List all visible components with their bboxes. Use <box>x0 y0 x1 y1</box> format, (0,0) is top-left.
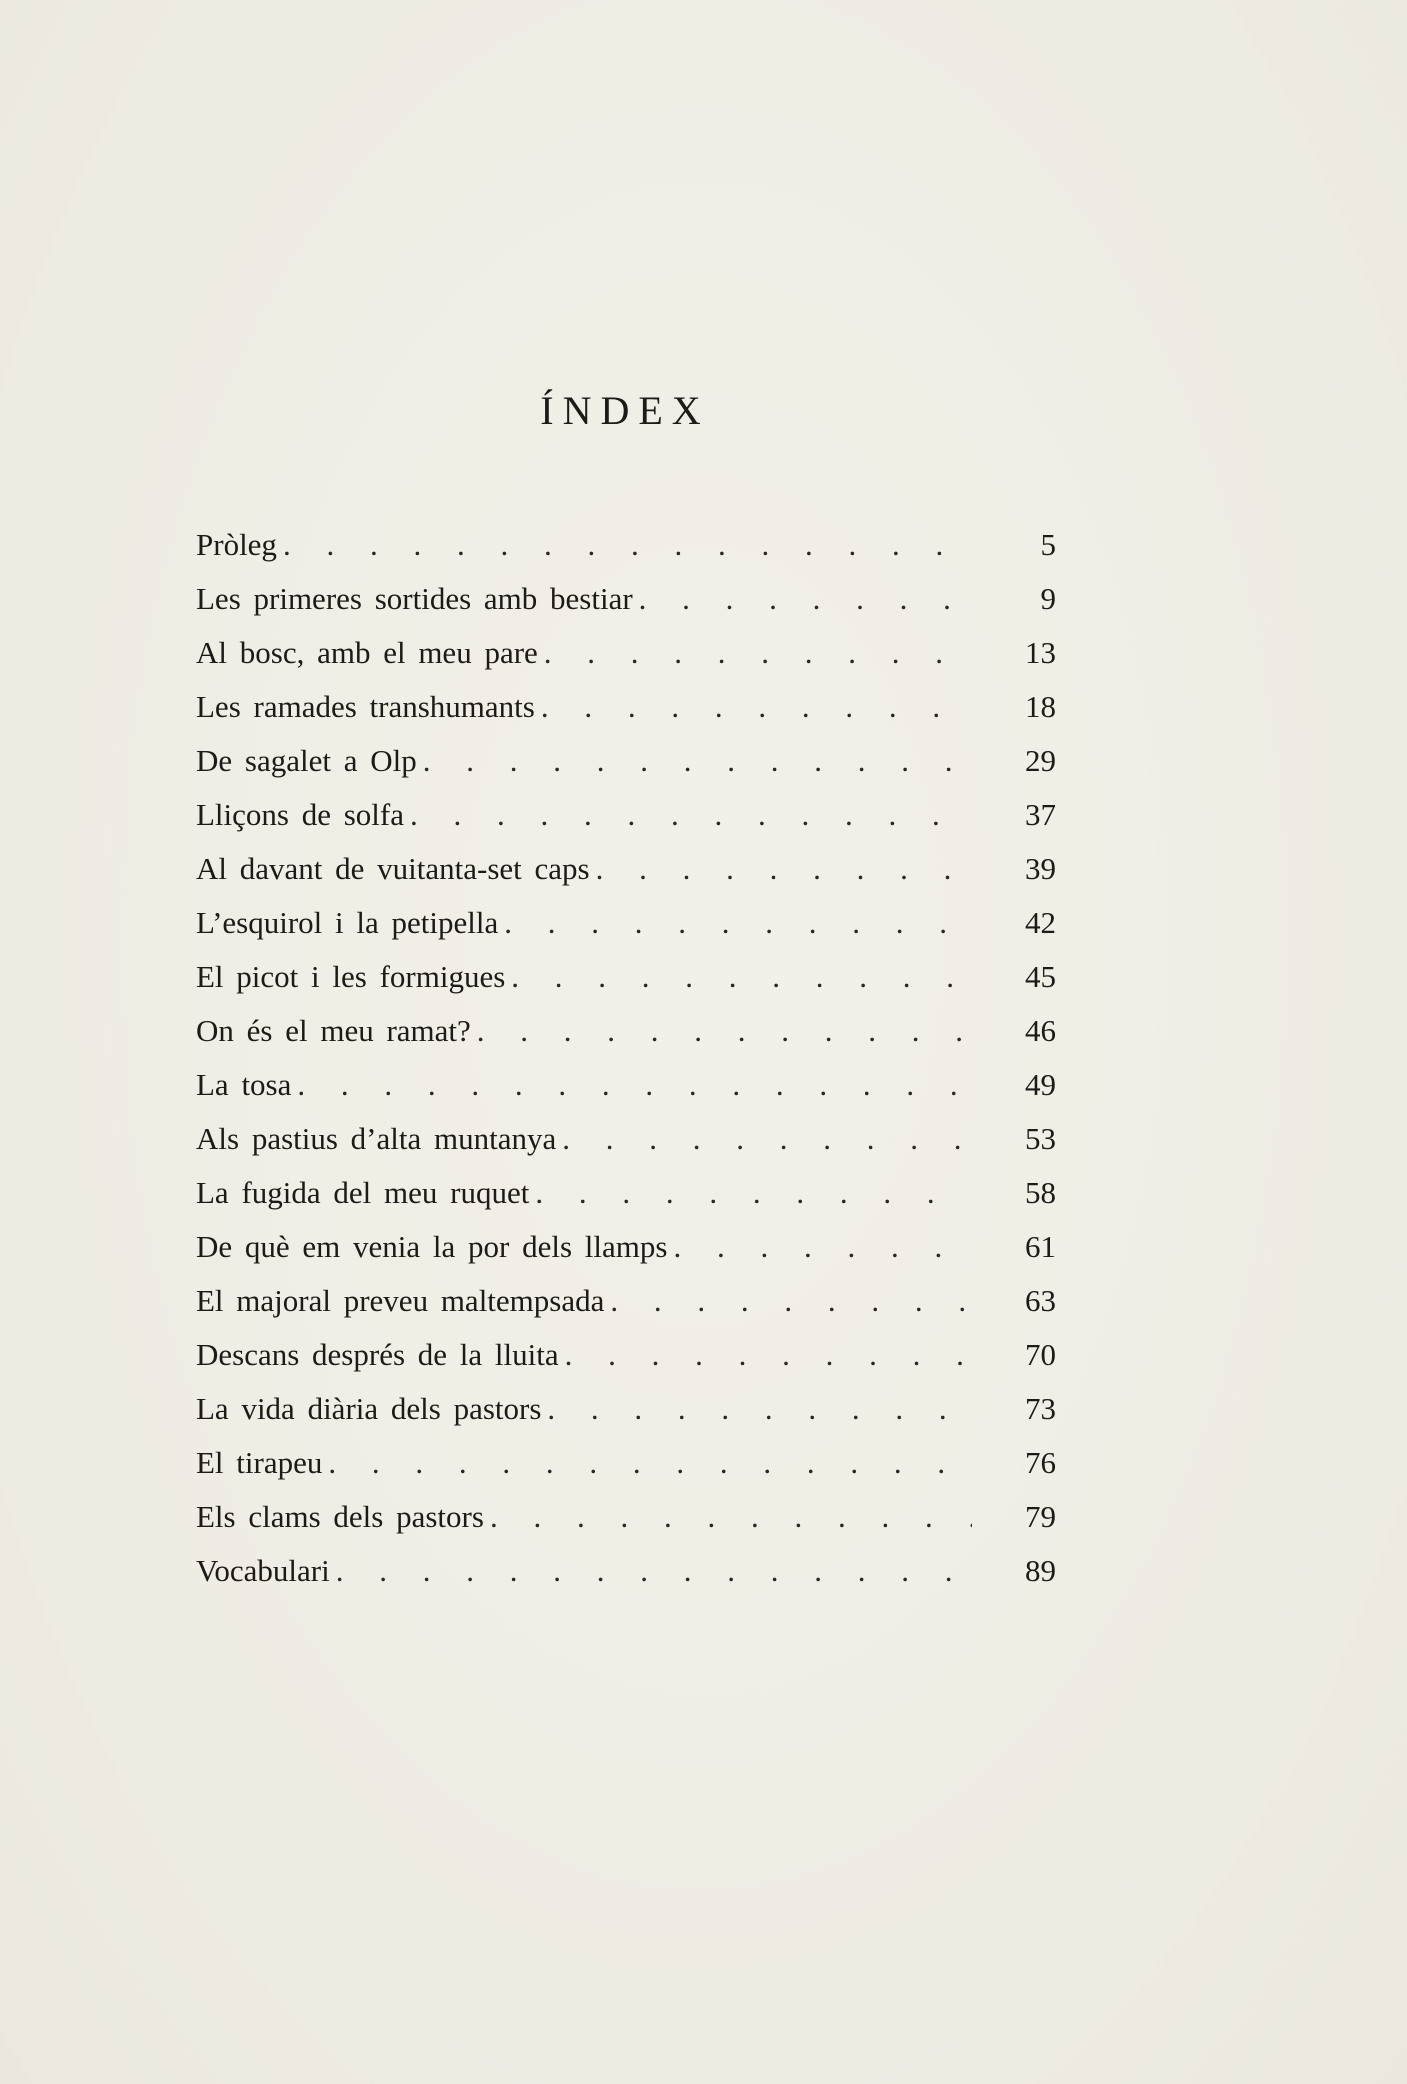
dot-leader <box>504 896 972 950</box>
toc-entry <box>196 1112 1056 1166</box>
toc-entry-title: De sagalet a Olp <box>196 743 417 778</box>
dot-leader <box>336 1544 972 1598</box>
dot-leader <box>541 680 972 734</box>
toc-entry-title: Els clams dels pastors <box>196 1499 484 1534</box>
toc-entry-page: 5 <box>1040 527 1056 562</box>
toc-entry-title: La fugida del meu ruquet <box>196 1175 530 1210</box>
toc-entry-title: La tosa <box>196 1067 292 1102</box>
toc-entry-title: Als pastius d’alta muntanya <box>196 1121 557 1156</box>
toc-entry <box>196 842 1056 896</box>
toc-entry-title: El picot i les formigues <box>196 959 506 994</box>
table-of-contents <box>196 518 1056 1598</box>
dot-leader <box>673 1220 972 1274</box>
dot-leader <box>423 734 972 788</box>
toc-entry-page: 18 <box>1025 689 1056 724</box>
toc-entry-title: De què em venia la por dels llamps <box>196 1229 668 1264</box>
toc-entry-page: 70 <box>1025 1337 1056 1372</box>
toc-entry <box>196 1220 1056 1274</box>
toc-entry-title: Vocabulari <box>196 1553 330 1588</box>
toc-entry <box>196 626 1056 680</box>
toc-entry <box>196 788 1056 842</box>
toc-entry-page: 49 <box>1025 1067 1056 1102</box>
toc-entry-title: On és el meu ramat? <box>196 1013 471 1048</box>
dot-leader <box>565 1328 972 1382</box>
toc-entry <box>196 1544 1056 1598</box>
toc-entry <box>196 1004 1056 1058</box>
toc-entry-title: Al bosc, amb el meu pare <box>196 635 538 670</box>
dot-leader <box>477 1004 972 1058</box>
toc-entry-title: Les primeres sortides amb bestiar <box>196 581 633 616</box>
toc-entry <box>196 1436 1056 1490</box>
toc-entry-page: 79 <box>1025 1499 1056 1534</box>
toc-entry-page: 29 <box>1025 743 1056 778</box>
toc-entry <box>196 950 1056 1004</box>
toc-entry-page: 42 <box>1025 905 1056 940</box>
toc-entry <box>196 572 1056 626</box>
dot-leader <box>410 788 972 842</box>
toc-entry-page: 45 <box>1025 959 1056 994</box>
index-title: ÍNDEX <box>540 388 710 433</box>
toc-entry <box>196 1274 1056 1328</box>
toc-entry-page: 37 <box>1025 797 1056 832</box>
toc-entry-page: 73 <box>1025 1391 1056 1426</box>
toc-entry <box>196 680 1056 734</box>
toc-entry-title: La vida diària dels pastors <box>196 1391 542 1426</box>
toc-entry <box>196 896 1056 950</box>
dot-leader <box>544 626 972 680</box>
toc-entry-page: 46 <box>1025 1013 1056 1048</box>
toc-entry-title: Pròleg <box>196 527 277 562</box>
toc-entry-page: 9 <box>1040 581 1056 616</box>
dot-leader <box>535 1166 972 1220</box>
toc-entry-title: El tirapeu <box>196 1445 323 1480</box>
dot-leader <box>490 1490 972 1544</box>
toc-entry-page: 89 <box>1025 1553 1056 1588</box>
toc-entry-page: 53 <box>1025 1121 1056 1156</box>
toc-entry-page: 63 <box>1025 1283 1056 1318</box>
toc-entry-page: 61 <box>1025 1229 1056 1264</box>
dot-leader <box>639 572 972 626</box>
toc-entry <box>196 518 1056 572</box>
dot-leader <box>283 518 972 572</box>
dot-leader <box>297 1058 972 1112</box>
dot-leader <box>610 1274 972 1328</box>
toc-entry <box>196 1382 1056 1436</box>
dot-leader <box>562 1112 972 1166</box>
toc-entry <box>196 1328 1056 1382</box>
toc-entry-title: Lliçons de solfa <box>196 797 405 832</box>
toc-entry <box>196 1166 1056 1220</box>
dot-leader <box>596 842 972 896</box>
dot-leader <box>511 950 972 1004</box>
dot-leader <box>547 1382 972 1436</box>
toc-entry-page: 58 <box>1025 1175 1056 1210</box>
toc-entry-page: 13 <box>1025 635 1056 670</box>
toc-entry <box>196 1058 1056 1112</box>
toc-entry-title: Al davant de vuitanta-set caps <box>196 851 590 886</box>
toc-entry-page: 76 <box>1025 1445 1056 1480</box>
toc-entry-title: L’esquirol i la petipella <box>196 905 499 940</box>
toc-entry-title: El majoral preveu maltempsada <box>196 1283 605 1318</box>
dot-leader <box>328 1436 972 1490</box>
toc-entry <box>196 734 1056 788</box>
toc-entry-page: 39 <box>1025 851 1056 886</box>
toc-entry <box>196 1490 1056 1544</box>
toc-entry-title: Les ramades transhumants <box>196 689 535 724</box>
toc-entry-title: Descans després de la lluita <box>196 1337 559 1372</box>
